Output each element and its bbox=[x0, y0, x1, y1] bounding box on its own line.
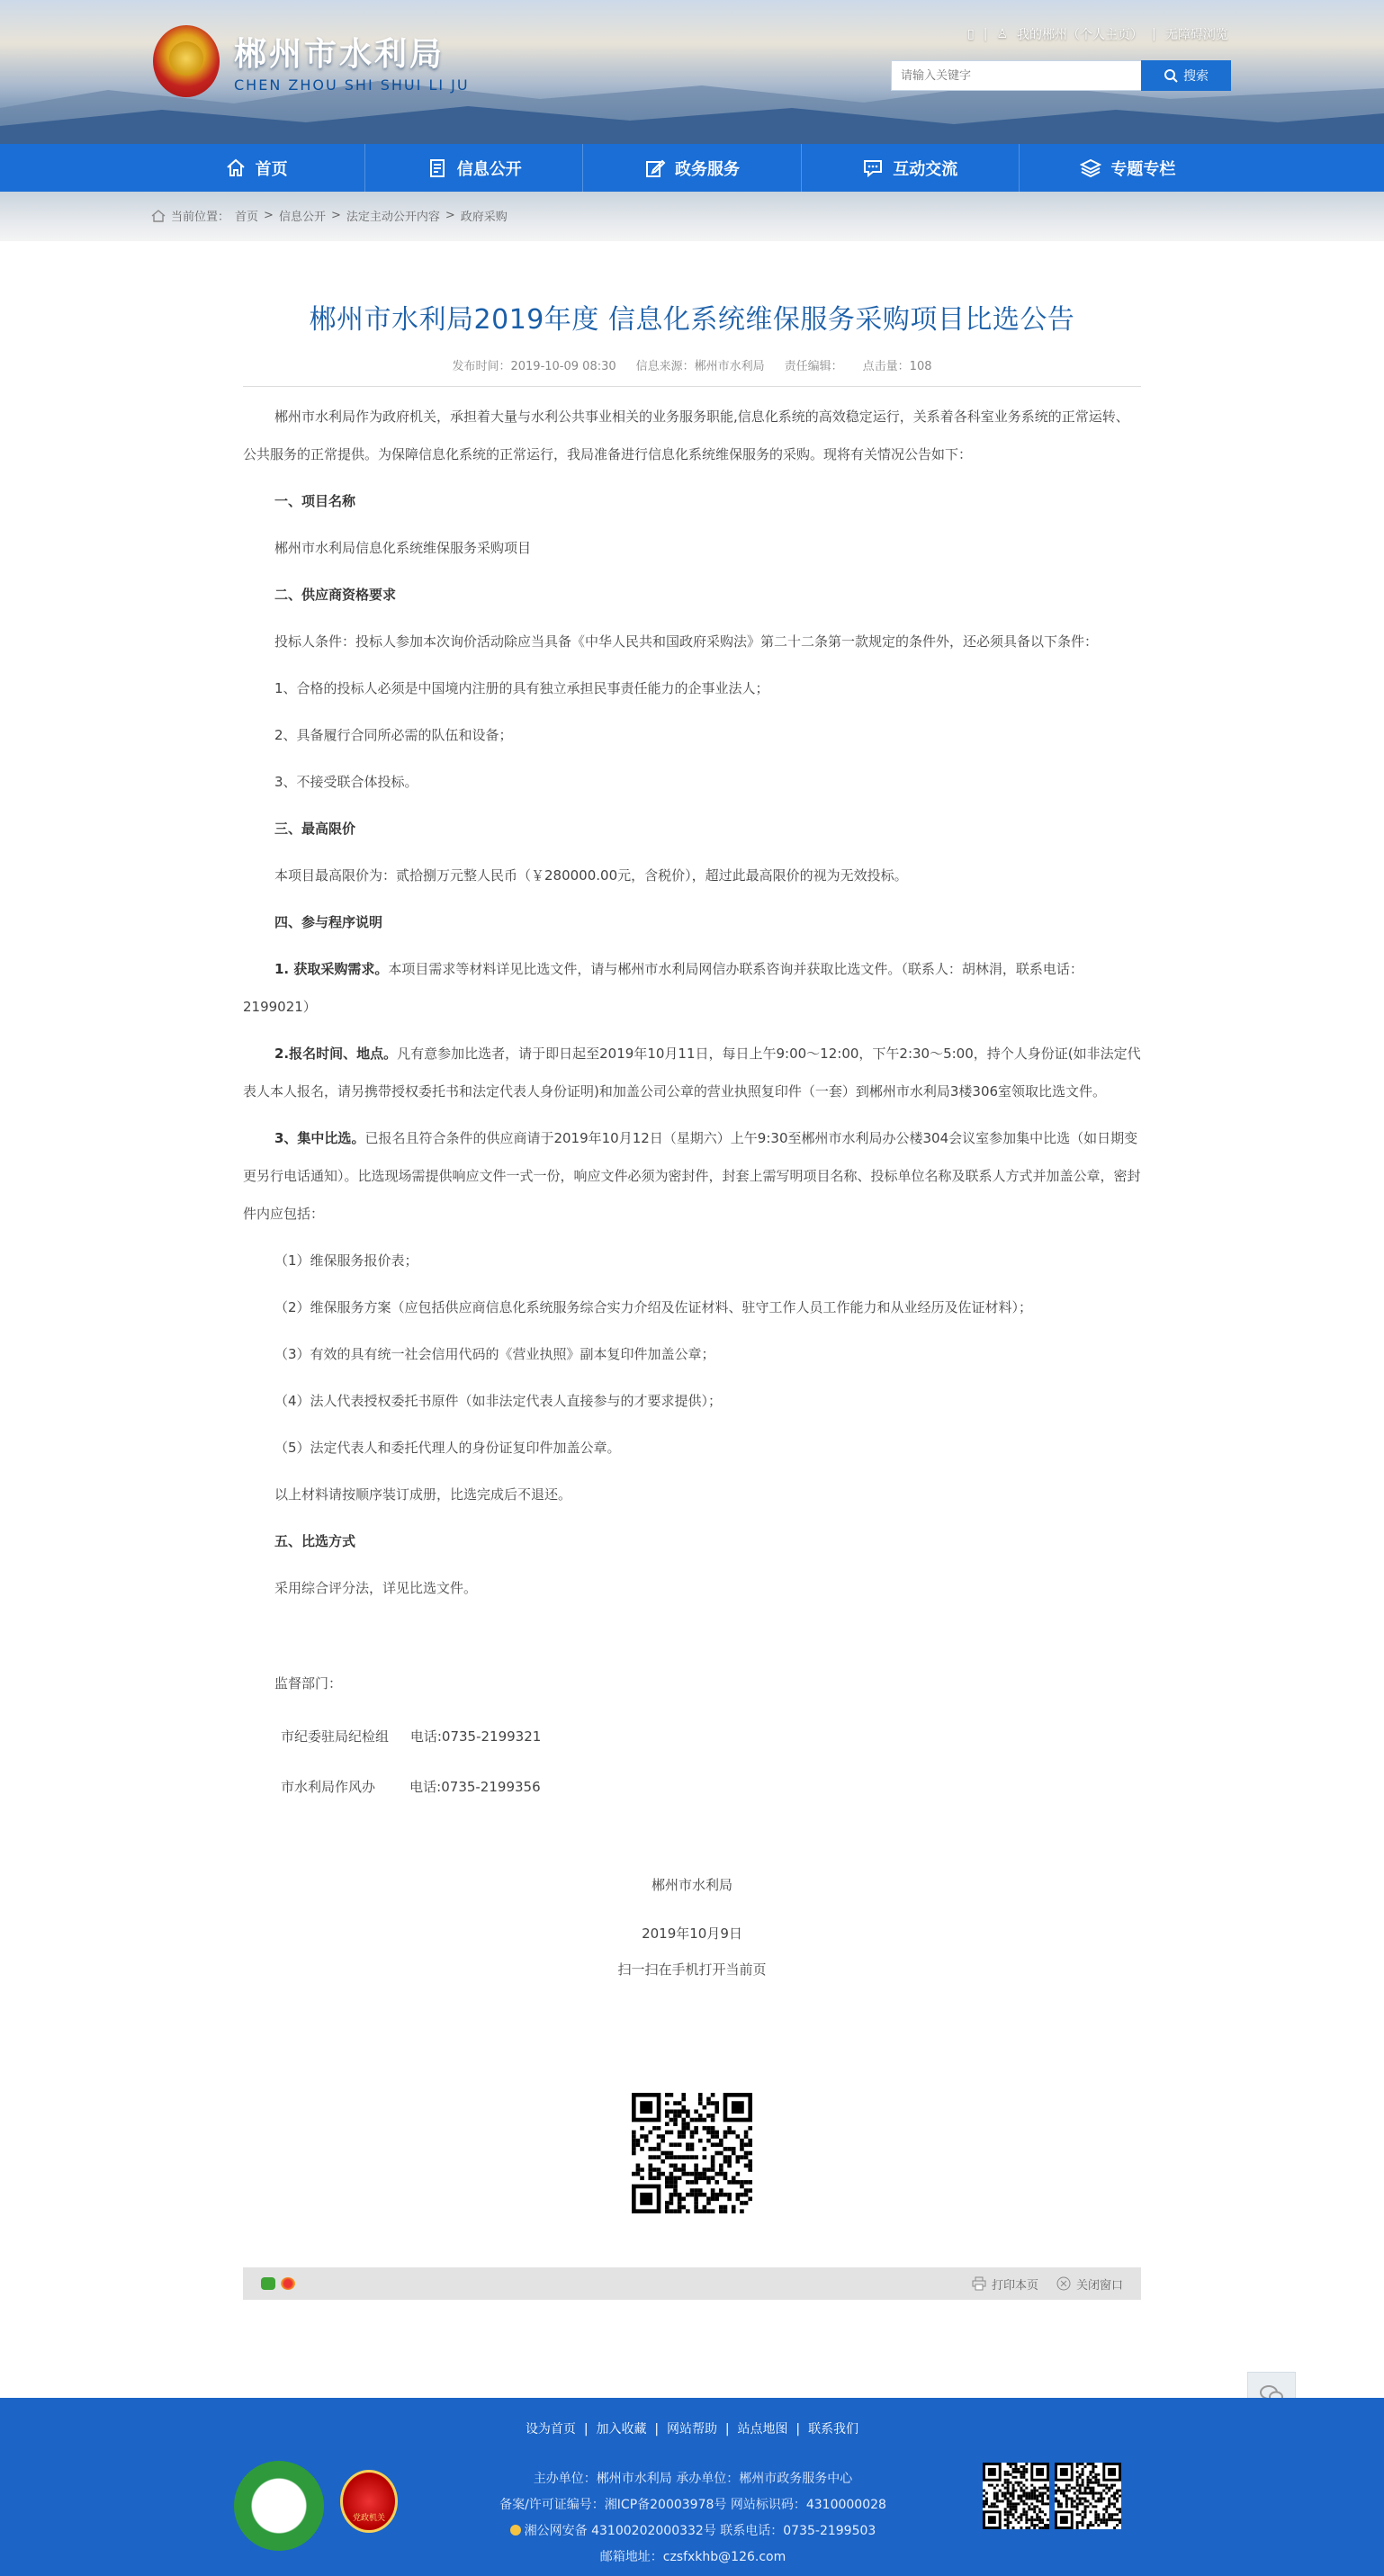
qr-code-icon bbox=[983, 2463, 1049, 2529]
site-logo[interactable] bbox=[153, 25, 470, 97]
weibo-share-icon[interactable] bbox=[281, 2277, 295, 2290]
footer-organizer: 主办单位：郴州市水利局 承办单位：郴州市政务服务中心 bbox=[533, 2472, 853, 2486]
phone-icon: ▯ bbox=[967, 27, 975, 41]
paragraph: （2）维保服务方案（应包括供应商信息化系统服务综合实力介绍及佐证材料、驻守工作人员工作能力和从业经历及佐证材料）； bbox=[274, 1299, 1033, 1315]
paragraph: 2、具备履行合同所必需的队伍和设备； bbox=[274, 727, 513, 743]
layers-icon bbox=[1080, 157, 1101, 179]
supervision-name: 市水利局作风办 bbox=[281, 1779, 376, 1795]
nav-item-label: 互动交流 bbox=[893, 159, 958, 179]
paragraph bbox=[243, 950, 1141, 1026]
home-icon bbox=[151, 210, 166, 222]
section-heading: 二、供应商资格要求 bbox=[274, 587, 397, 603]
footer-police-record bbox=[450, 2518, 936, 2545]
paragraph: （4）法人代表授权委托书原件（如非法定代表人直接参与的才要求提供）； bbox=[274, 1393, 723, 1409]
badge-label: 党政机关 bbox=[352, 2514, 385, 2523]
site-title: 郴州市水利局 bbox=[234, 36, 445, 73]
paragraph: （3）有效的具有统一社会信用代码的《营业执照》副本复印件加盖公章； bbox=[274, 1346, 715, 1362]
nav-item-label: 信息公开 bbox=[456, 159, 522, 179]
supervision-row bbox=[243, 1762, 1141, 1812]
my-homepage-link[interactable]: 我的郴州（个人主页） bbox=[1017, 28, 1143, 42]
supervision-name: 市纪委驻局纪检组 bbox=[281, 1728, 390, 1745]
paragraph: 3、不接受联合体投标。 bbox=[274, 774, 418, 790]
paragraph: 投标人条件：投标人参加本次询价活动除应当具备《中华人民共和国政府采购法》第二十二条第一款规定的条件外，还必须具备以下条件： bbox=[274, 633, 1099, 650]
breadcrumb-separator: > bbox=[330, 209, 341, 222]
gov-agency-badge[interactable] bbox=[340, 2470, 398, 2533]
share-icons bbox=[261, 2277, 295, 2290]
top-links: ▯ | ♙ 我的郴州（个人主页） | 无障碍浏览 bbox=[967, 27, 1228, 42]
breadcrumb bbox=[151, 207, 508, 224]
article-body bbox=[243, 398, 1141, 1607]
nav-item-home[interactable] bbox=[148, 144, 365, 192]
nav-item-special-topics[interactable] bbox=[1020, 144, 1236, 192]
paragraph bbox=[243, 1035, 1141, 1110]
footer-police-text: 湘公网安备 43100202000332号 联系电话：0735-2199503 bbox=[524, 2524, 876, 2538]
search-icon bbox=[1164, 68, 1178, 83]
nav-item-info-public[interactable] bbox=[365, 144, 583, 192]
qr-label: 扫一扫在手机打开当前页 bbox=[617, 1961, 767, 1978]
section-heading: 一、项目名称 bbox=[274, 493, 356, 509]
breadcrumb-label: 当前位置： bbox=[171, 211, 230, 224]
accessibility-link[interactable]: 无障碍浏览 bbox=[1164, 28, 1228, 42]
breadcrumb-item-legal-content[interactable]: 法定主动公开内容 bbox=[346, 211, 440, 224]
paragraph-text: 本项目需求等材料详见比选文件，请与郴州市水利局网信办联系咨询并获取比选文件。（联系人：胡林涓，联系电话：2199021） bbox=[243, 961, 1083, 1015]
site-header bbox=[0, 0, 1384, 144]
breadcrumb-item-procurement[interactable]: 政府采购 bbox=[460, 211, 508, 224]
paragraph-text: 已报名且符合条件的供应商请于2019年10月12日（星期六）上午9:30至郴州市水利局办公楼304会议室参加集中比选（如日期变更另行电话通知）。比选现场需提供响应文件一式一份，响应文件必须为密封件，封套上需写明项目名称、投标单位名称及联系人方式并加盖公章，密封件内应包括： bbox=[243, 1130, 1141, 1222]
search-button[interactable] bbox=[1141, 60, 1231, 91]
breadcrumb-separator: > bbox=[445, 209, 455, 222]
footer-info bbox=[450, 2466, 936, 2571]
search-input[interactable] bbox=[891, 60, 1141, 91]
divider bbox=[243, 386, 1141, 387]
footer-icp: 备案/许可证编号：湘ICP备20003978号 网站标识码：4310000028 bbox=[499, 2498, 886, 2512]
paragraph: 采用综合评分法，详见比选文件。 bbox=[274, 1580, 478, 1596]
footer-links: 设为首页 | 加入收藏 | 网站帮助 | 站点地图 | 联系我们 bbox=[525, 2422, 859, 2437]
qr-code-icon bbox=[1055, 2463, 1121, 2529]
site-subtitle: CHEN ZHOU SHI SHUI LI JU bbox=[234, 76, 470, 94]
breadcrumb-item-home[interactable]: 首页 bbox=[235, 211, 259, 224]
footer-link-favorite[interactable]: 加入收藏 bbox=[596, 2422, 647, 2437]
main-nav bbox=[0, 144, 1384, 192]
paragraph: 1、合格的投标人必须是中国境内注册的具有独立承担民事责任能力的企事业法人； bbox=[274, 680, 769, 696]
section-heading: 三、最高限价 bbox=[274, 821, 356, 837]
close-label: 关闭窗口 bbox=[1075, 2278, 1123, 2293]
paragraph-lead: 1. 获取采购需求。 bbox=[274, 961, 389, 977]
nav-item-interaction[interactable] bbox=[802, 144, 1020, 192]
page-title: 郴州市水利局2019年度 信息化系统维保服务采购项目比选公告 bbox=[309, 304, 1075, 336]
close-window-button[interactable] bbox=[1056, 2275, 1123, 2293]
supervision-phone: 电话:0735-2199356 bbox=[409, 1779, 541, 1795]
person-icon: ♙ bbox=[996, 27, 1008, 41]
paragraph-text: 凡有意参加比选者，请于即日起至2019年10月11日，每日上午9:00～12:00，下午2:30～5:00，持个人身份证(如非法定代表人本人报名，请另携带授权委托书和法定代表人身份证明)和加盖公司公章的营业执照复印件（一套）到郴州市水利局3楼306室领取比选文件。 bbox=[243, 1046, 1141, 1100]
supervision-row bbox=[243, 1711, 1141, 1762]
publish-date: 2019年10月9日 bbox=[642, 1925, 742, 1942]
footer-email: 邮箱地址：czsfxkhb@126.com bbox=[599, 2550, 786, 2564]
paragraph: 郴州市水利局作为政府机关，承担着大量与水利公共事业相关的业务服务职能,信息化系统的高效稳定运行，关系着各科室业务系统的正常运转、公共服务的正常提供。为保障信息化系统的正常运行，我局准备进行信息化系统维保服务的采购。现将有关情况公告如下： bbox=[243, 408, 1129, 462]
editor: 责任编辑： bbox=[784, 360, 843, 373]
breadcrumb-item-info-public[interactable]: 信息公开 bbox=[278, 211, 326, 224]
paragraph-lead: 2.报名时间、地点。 bbox=[274, 1046, 398, 1062]
breadcrumb-separator: > bbox=[264, 209, 274, 222]
chat-icon bbox=[862, 157, 884, 179]
paragraph: 郴州市水利局信息化系统维保服务采购项目 bbox=[274, 540, 532, 556]
qr-code-icon bbox=[632, 2093, 752, 2213]
nav-item-label: 首页 bbox=[255, 159, 288, 179]
wechat-share-icon[interactable] bbox=[261, 2277, 275, 2290]
national-emblem-icon bbox=[153, 25, 220, 97]
document-icon bbox=[427, 157, 448, 179]
signature: 郴州市水利局 bbox=[651, 1877, 732, 1893]
supervision-label: 监督部门： bbox=[274, 1675, 343, 1692]
section-heading: 四、参与程序说明 bbox=[274, 914, 383, 930]
publish-time: 发布时间：2019-10-09 08:30 bbox=[452, 360, 616, 373]
view-count: 点击量：108 bbox=[862, 360, 932, 373]
article-meta bbox=[243, 356, 1141, 373]
info-source: 信息来源：郴州市水利局 bbox=[635, 360, 765, 373]
supervision-phone: 电话:0735-2199321 bbox=[409, 1728, 542, 1745]
paragraph-lead: 3、集中比选。 bbox=[274, 1130, 365, 1146]
nav-item-label: 政务服务 bbox=[675, 159, 740, 179]
print-label: 打印本页 bbox=[991, 2278, 1038, 2293]
printer-icon bbox=[972, 2276, 986, 2291]
footer-link-set-home[interactable]: 设为首页 bbox=[525, 2422, 576, 2437]
article-toolbar bbox=[243, 2267, 1141, 2300]
close-icon bbox=[1056, 2276, 1071, 2291]
paragraph: 以上材料请按顺序装订成册，比选完成后不退还。 bbox=[274, 1486, 572, 1503]
footer-link-help[interactable]: 网站帮助 bbox=[667, 2422, 717, 2437]
site-footer bbox=[0, 2398, 1384, 2576]
search-box bbox=[891, 60, 1231, 91]
article bbox=[243, 241, 1141, 1979]
footer-link-sitemap[interactable]: 站点地图 bbox=[737, 2422, 788, 2437]
nav-item-label: 专题专栏 bbox=[1110, 159, 1176, 179]
police-badge-icon bbox=[510, 2525, 521, 2536]
civilization-badge-icon[interactable] bbox=[234, 2461, 324, 2551]
paragraph: （5）法定代表人和委托代理人的身份证复印件加盖公章。 bbox=[274, 1440, 621, 1456]
paragraph: 本项目最高限价为：贰拾捌万元整人民币（￥280000.00元，含税价），超过此最高限价的视为无效投标。 bbox=[274, 867, 908, 884]
nav-item-gov-service[interactable] bbox=[583, 144, 801, 192]
section-heading: 五、比选方式 bbox=[274, 1533, 356, 1549]
paragraph bbox=[243, 1119, 1141, 1233]
home-icon bbox=[225, 157, 247, 179]
search-button-label: 搜索 bbox=[1183, 69, 1209, 84]
print-button[interactable] bbox=[972, 2275, 1038, 2293]
footer-link-contact[interactable]: 联系我们 bbox=[808, 2422, 859, 2437]
edit-icon bbox=[644, 157, 666, 179]
paragraph: （1）维保服务报价表； bbox=[274, 1252, 418, 1269]
